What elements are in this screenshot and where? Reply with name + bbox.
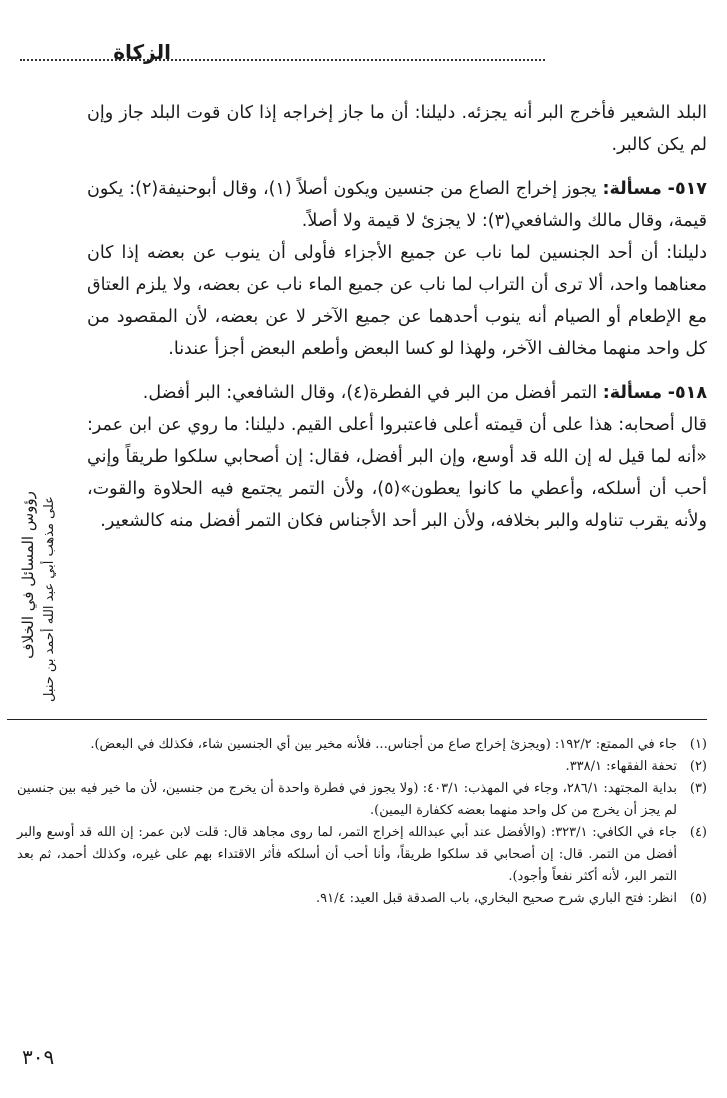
footnote-2 xyxy=(17,756,707,778)
issue-517-label: مسألة: xyxy=(602,179,662,199)
issue-517-number: ٥١٧- xyxy=(667,179,707,199)
footnote-5 xyxy=(17,888,707,910)
footnote-text: تحفة الفقهاء: ٣٣٨/١. xyxy=(565,759,677,774)
footnote-text: جاء في الممتع: ١٩٢/٢: (ويجزئ إخراج صاع من أجناس... فلأنه مخير بين أي الجنسين شاء، فكذلك في البعض). xyxy=(90,737,677,752)
footnote-3 xyxy=(17,778,707,822)
main-text xyxy=(87,97,707,537)
footnote-number: (٢) xyxy=(689,759,707,774)
footnote-number: (٣) xyxy=(689,781,707,796)
footnote-text: انظر: فتح الباري شرح صحيح البخاري، باب الصدقة قبل العيد: ٩١/٤. xyxy=(315,891,677,906)
footnote-rule xyxy=(7,719,707,720)
issue-518-label: مسألة: xyxy=(602,383,663,403)
footnote-4 xyxy=(17,822,707,888)
issue-518-number: ٥١٨- xyxy=(667,383,707,403)
chapter-title: الزكاة xyxy=(113,40,171,64)
issue-518-text: التمر أفضل من البر في الفطرة(٤)، وقال الشافعي: البر أفضل. xyxy=(142,383,598,403)
footnote-text: بداية المجتهد: ٢٨٦/١، وجاء في المهذب: ٤٠٣/١: (ولا يجوز في فطرة واحدة أن يخرج من جنسين، لأن ما خير فيه بين جنسين لم يجز أن يخرج من كل واحد منهما بعضه ككفارة اليمين). xyxy=(17,781,677,818)
footnote-text: جاء في الكافي: ٣٢٣/١: (والأفضل عند أبي عبدالله إخراج التمر، لما روى مجاهد قال: قلت لابن عمر: إن الله قد أوسع والبر أفضل من التمر. قال: إن أصحابي قد سلكوا طريقاً، وأنا أحب أن أسلكه فأثر الاقتداء بهم على غيره، وكذلك أحمد، ثم بعد التمر البر، لأنه أكثر نفعاً وأجود). xyxy=(17,825,678,884)
issue-517-text: يجوز إخراج الصاع من جنسين ويكون أصلاً (١)، وقال أبوحنيفة(٢): يكون قيمة، وقال مالك والشافعي(٣): لا يجزئ لا قيمة ولا أصلاً. xyxy=(87,179,707,231)
issue-518-evidence: قال أصحابه: هذا على أن قيمته أعلى فاعتبروا أعلى القيم. دليلنا: ما روي عن ابن عمر: «أنه لما قيل له إن الله قد أوسع، وإن البر أفضل، فقال: إن أصحابي سلكوا طريقاً وإني أحب أن أسلكه، وأعطي ما كانوا يعطون»(٥)، ولأن التمر يجتمع فيه الحلاوة والقوت، ولأنه يقرب تناوله والبر بخلافه، ولأن البر أحد الأجناس فكان التمر أفضل منه كالشعير. xyxy=(87,415,707,531)
book-side-title-line1: رؤوس المسائل في الخلاف xyxy=(19,491,37,659)
page-number: ٣٠٩ xyxy=(22,1045,55,1069)
book-side-title xyxy=(6,445,57,705)
continuation-paragraph: البلد الشعير فأخرج البر أنه يجزئه. دليلنا: أن ما جاز إخراجه إذا كان قوت البلد جاز وإن لم يكن كالبر. xyxy=(87,103,707,155)
footnote-number: (٤) xyxy=(689,825,707,840)
footnote-1 xyxy=(17,734,707,756)
book-side-title-line2: على مذهب أبي عبد الله أحمد بن حنبل xyxy=(42,496,57,702)
header-rule xyxy=(20,59,545,61)
footnote-number: (٥) xyxy=(689,891,707,906)
issue-518 xyxy=(87,377,707,409)
footnotes xyxy=(17,734,707,910)
issue-517 xyxy=(87,173,707,237)
issue-517-evidence: دليلنا: أن أحد الجنسين لما ناب عن جميع الأجزاء فأولى أن ينوب عن بعضه إذا كان معناهما واحد، ألا ترى أن التراب لما ناب عن جميع الماء ناب عن بعضه، ولا يلزم العتاق مع الإطعام أو الصيام أنه ينوب أحدهما عن جميع الآخر لا عن بعضه، لأن المقصود من كل واحد منهما مخالف الآخر، ولهذا لو كسا البعض وأطعم البعض أجزأ عندنا. xyxy=(87,243,707,359)
footnote-number: (١) xyxy=(689,737,707,752)
